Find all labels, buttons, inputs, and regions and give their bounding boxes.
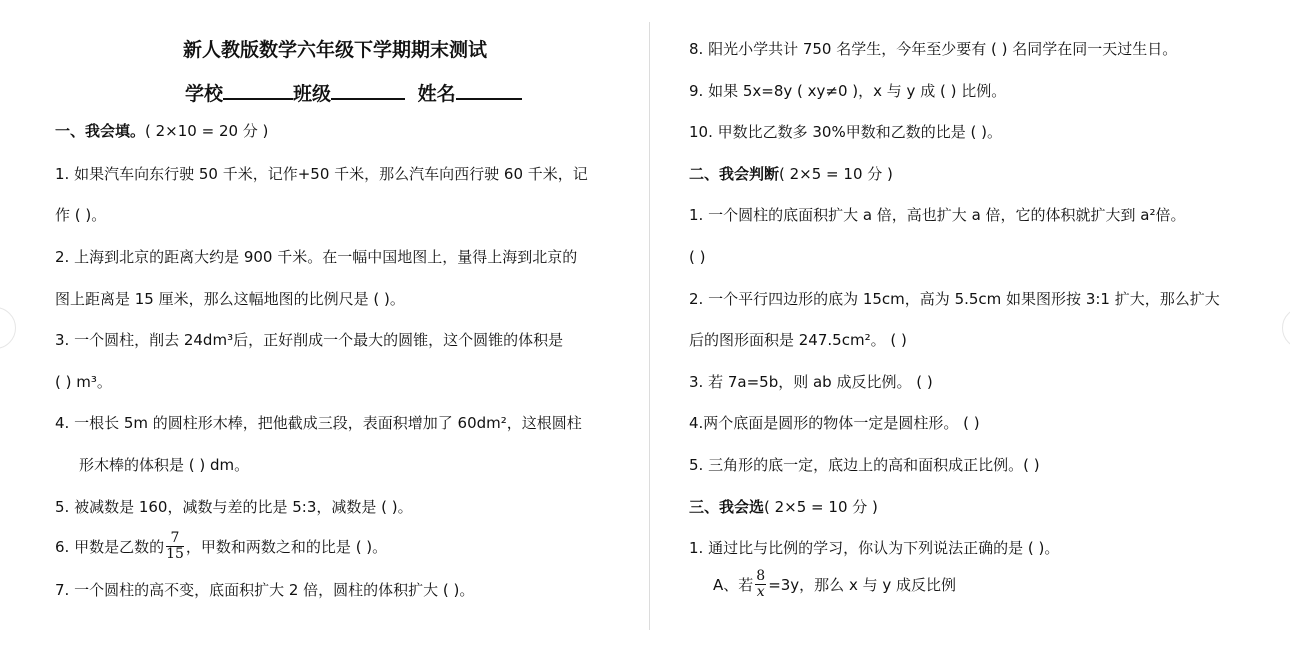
student-info-line (185, 80, 522, 106)
section-1-heading: 一、我会填。( 2×10 = 20 分 ) (55, 122, 269, 140)
name-label: 姓名 (417, 83, 456, 105)
page-title: 新人教版数学六年级下学期期末测试 (183, 39, 488, 61)
previous-page-button[interactable] (0, 307, 16, 349)
judge-1-line-1: 1. 一个圆柱的底面积扩大 a 倍，高也扩大 a 倍，它的体积就扩大到 a²倍。 (689, 206, 1186, 224)
question-3-line-1: 3. 一个圆柱，削去 24dm³后，正好削成一个最大的圆锥，这个圆锥的体积是 (55, 331, 564, 349)
question-1-line-1: 1. 如果汽车向东行驶 50 千米，记作+50 千米，那么汽车向西行驶 60 千米，记 (55, 165, 588, 183)
class-blank (331, 80, 405, 100)
choose-1-option-a: A、若 $\frac{8}{x}$ =3y，那么 x 与 y 成反比例 (713, 568, 957, 600)
class-label: 班级 (293, 83, 332, 105)
judge-3: 3. 若 7a=5b，则 ab 成反比例。 ( ) (689, 373, 933, 391)
fraction-8-x: $\frac{8}{x}$ (756, 568, 766, 600)
question-2-line-2: 图上距离是 15 厘米，那么这幅地图的比例尺是 ( )。 (55, 290, 405, 308)
section-2-heading: 二、我会判断( 2×5 = 10 分 ) (689, 165, 893, 183)
question-5: 5. 被减数是 160，减数与差的比是 5:3，减数是 ( )。 (55, 498, 413, 516)
question-10: 10. 甲数比乙数多 30%甲数和乙数的比是 ( )。 (689, 123, 1002, 141)
section-3-heading: 三、我会选( 2×5 = 10 分 ) (689, 498, 878, 516)
question-4-line-1: 4. 一根长 5m 的圆柱形木棒，把他截成三段，表面积增加了 60dm²，这根圆柱 (55, 414, 582, 432)
judge-5: 5. 三角形的底一定，底边上的高和面积成正比例。( ) (689, 456, 1040, 474)
school-blank (223, 80, 293, 100)
judge-2-line-2: 后的图形面积是 247.5cm²。 ( ) (689, 331, 907, 349)
fraction-7-15: $\frac{7}{15}$ (166, 530, 184, 562)
choose-1: 1. 通过比与比例的学习，你认为下列说法正确的是 ( )。 (689, 539, 1060, 557)
question-7: 7. 一个圆柱的高不变，底面积扩大 2 倍，圆柱的体积扩大 ( )。 (55, 581, 475, 599)
question-3-line-2: ( ) m³。 (55, 373, 112, 391)
column-divider (649, 22, 650, 630)
question-8: 8. 阳光小学共计 750 名学生，今年至少要有 ( ) 名同学在同一天过生日。 (689, 40, 1178, 58)
judge-4: 4.两个底面是圆形的物体一定是圆柱形。 ( ) (689, 414, 980, 432)
next-page-button[interactable] (1282, 307, 1290, 349)
judge-1-line-2: ( ) (689, 248, 706, 266)
name-blank (456, 80, 522, 100)
question-1-line-2: 作 ( )。 (55, 206, 107, 224)
school-label: 学校 (185, 83, 224, 105)
question-2-line-1: 2. 上海到北京的距离大约是 900 千米。在一幅中国地图上，量得上海到北京的 (55, 248, 578, 266)
question-6: 6. 甲数是乙数的 $\frac{7}{15}$ ，甲数和两数之和的比是 ( )。 (55, 530, 388, 562)
question-4-line-2: 形木棒的体积是 ( ) dm。 (79, 456, 250, 474)
judge-2-line-1: 2. 一个平行四边形的底为 15cm，高为 5.5cm 如果图形按 3:1 扩大，那么扩大 (689, 290, 1220, 308)
question-9: 9. 如果 5x=8y ( xy≠0 )，x 与 y 成 ( ) 比例。 (689, 82, 1007, 100)
